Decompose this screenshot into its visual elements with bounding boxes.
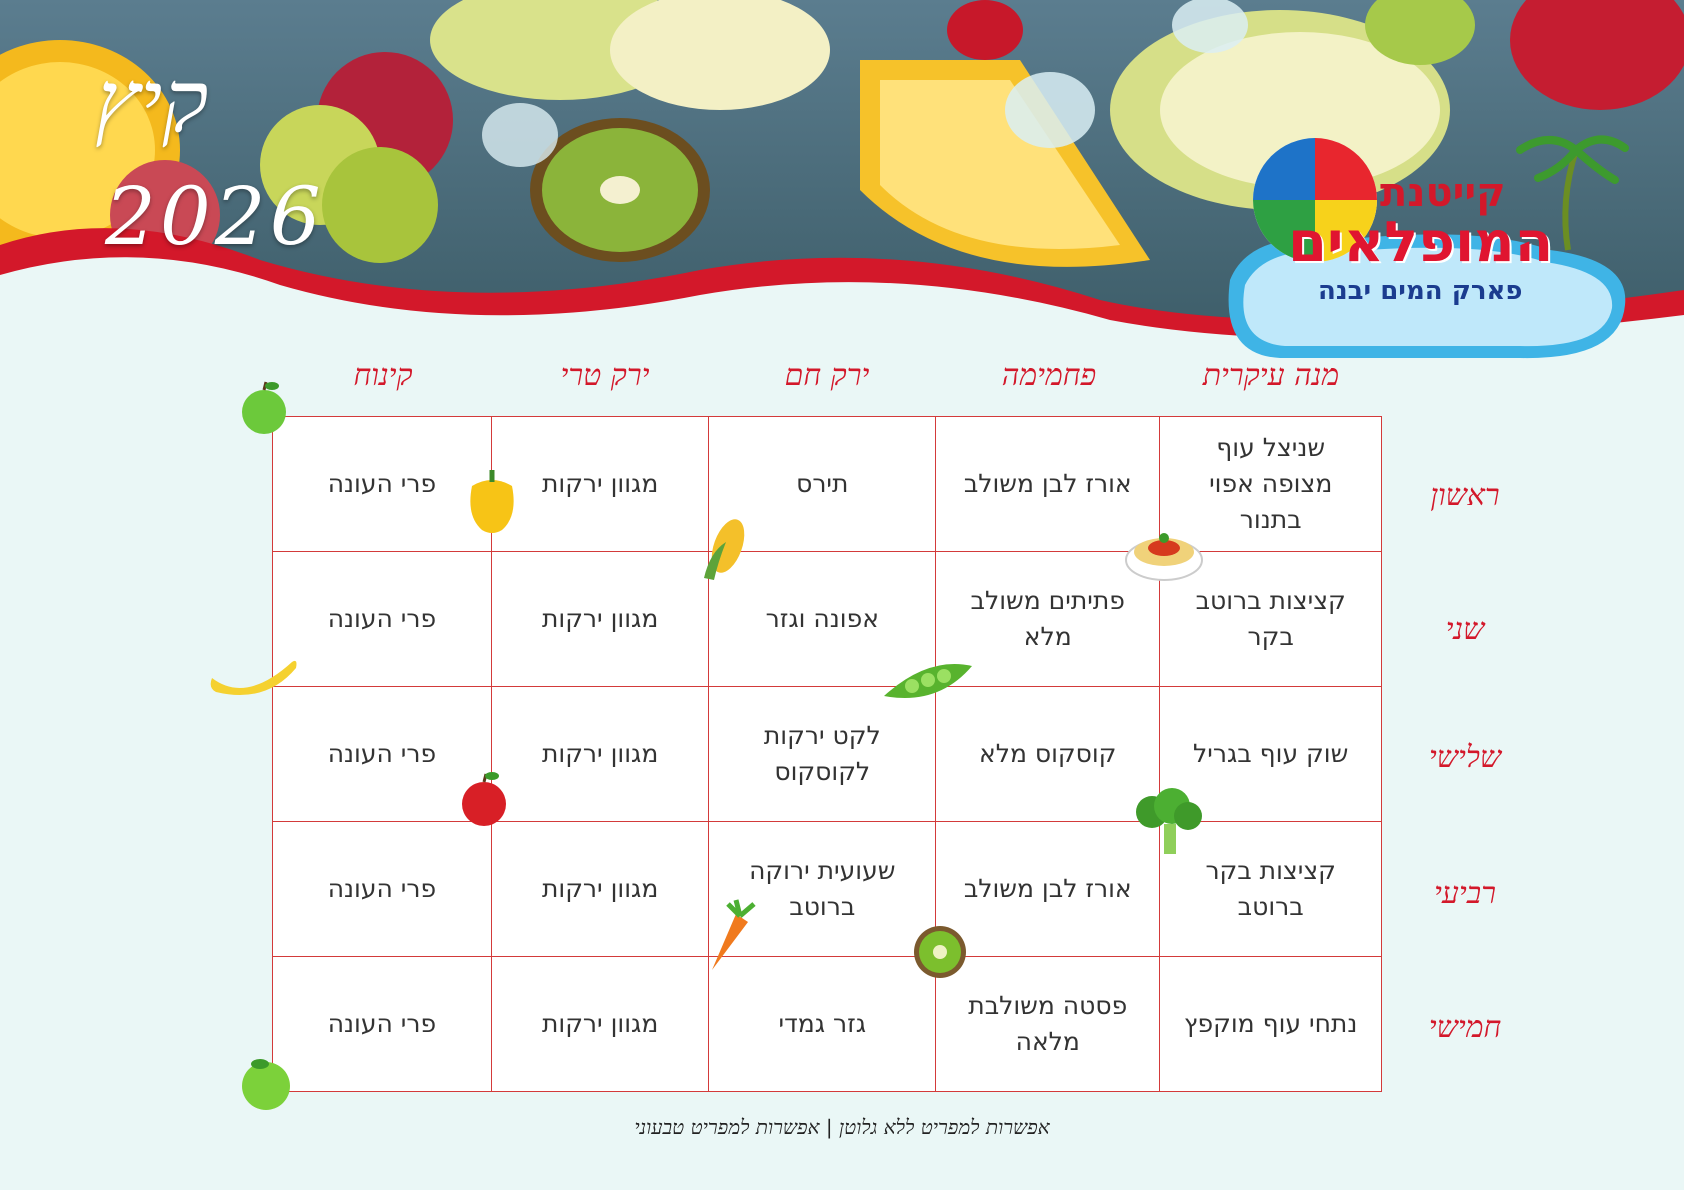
menu-cell: נתחי עוף מוקפץ [1160, 957, 1382, 1092]
menu-cell: שעועית ירוקה ברוטב [709, 822, 936, 957]
table-row [273, 687, 1382, 822]
menu-cell: מגוון ירקות [491, 822, 709, 957]
menu-cell: קציצות ברוטב בקר [1160, 552, 1382, 687]
menu-cell: פסטה משולבת מלאה [936, 957, 1160, 1092]
menu-cell: לקט ירקות לקוסקוס [709, 687, 936, 822]
menu-cell: גזר גמדי [709, 957, 936, 1092]
yellow-pepper-icon [462, 466, 522, 536]
footer-note: אפשרות למפריט ללא גלוטן | אפשרות למפריט טבעוני [634, 1115, 1050, 1139]
table-row [273, 957, 1382, 1092]
season-title: קיץ [95, 52, 209, 152]
menu-cell: תירס [709, 417, 936, 552]
menu-table [272, 416, 1382, 1092]
day-tuesday: שלישי [1428, 740, 1502, 775]
menu-cell: אפונה וגזר [709, 552, 936, 687]
year-title: 2026 [105, 170, 325, 263]
menu-cell: פרי העונה [273, 687, 492, 822]
logo-line-3: פארק המים יבנה [1318, 276, 1523, 306]
day-monday: שני [1445, 612, 1485, 647]
menu-cell: פרי העונה [273, 552, 492, 687]
menu-cell: פרי העונה [273, 822, 492, 957]
green-apple-icon [234, 378, 294, 438]
col-header-fresh-veg: ירק טרי [560, 358, 650, 393]
table-row [273, 822, 1382, 957]
table-row [273, 552, 1382, 687]
menu-cell: מגוון ירקות [491, 957, 709, 1092]
menu-cell: שניצל עוף מצופה אפוי בתנור [1160, 417, 1382, 552]
day-wednesday: רביעי [1434, 876, 1496, 911]
kiwi-icon [910, 922, 976, 982]
menu-cell: מגוון ירקות [491, 417, 709, 552]
corn-icon [696, 512, 756, 584]
col-header-main: מנה עיקרית [1202, 358, 1340, 393]
menu-cell: מגוון ירקות [491, 687, 709, 822]
pasta-bowl-icon [1122, 520, 1206, 584]
menu-cell: שוק עוף בגריל [1160, 687, 1382, 822]
menu-cell: אורז לבן משולב [936, 822, 1160, 957]
day-thursday: חמישי [1428, 1010, 1502, 1045]
carrot-icon [700, 898, 760, 974]
table-row [273, 417, 1382, 552]
menu-cell: פרי העונה [273, 957, 492, 1092]
red-apple-icon [456, 768, 516, 830]
menu-cell: פרי העונה [273, 417, 492, 552]
broccoli-icon [1122, 786, 1212, 858]
day-sunday: ראשון [1430, 478, 1500, 513]
lime-icon [230, 1054, 300, 1114]
col-header-dessert: קינוח [353, 358, 413, 393]
col-header-carb: פחמימה [1001, 358, 1097, 393]
logo-line-1: קייטנת [1380, 170, 1506, 216]
menu-cell: מגוון ירקות [491, 552, 709, 687]
banana-icon [206, 648, 302, 704]
menu-cell: אורז לבן משולב [936, 417, 1160, 552]
logo-line-2: המופלאים [1288, 210, 1554, 275]
menu-cell: קציצות בקר ברוטב [1160, 822, 1382, 957]
peas-icon [878, 656, 978, 706]
menu-cell: קוסקוס מלא [936, 687, 1160, 822]
menu-cell: פתיתים משולב מלא [936, 552, 1160, 687]
col-header-hot-veg: ירק חם [784, 358, 870, 393]
